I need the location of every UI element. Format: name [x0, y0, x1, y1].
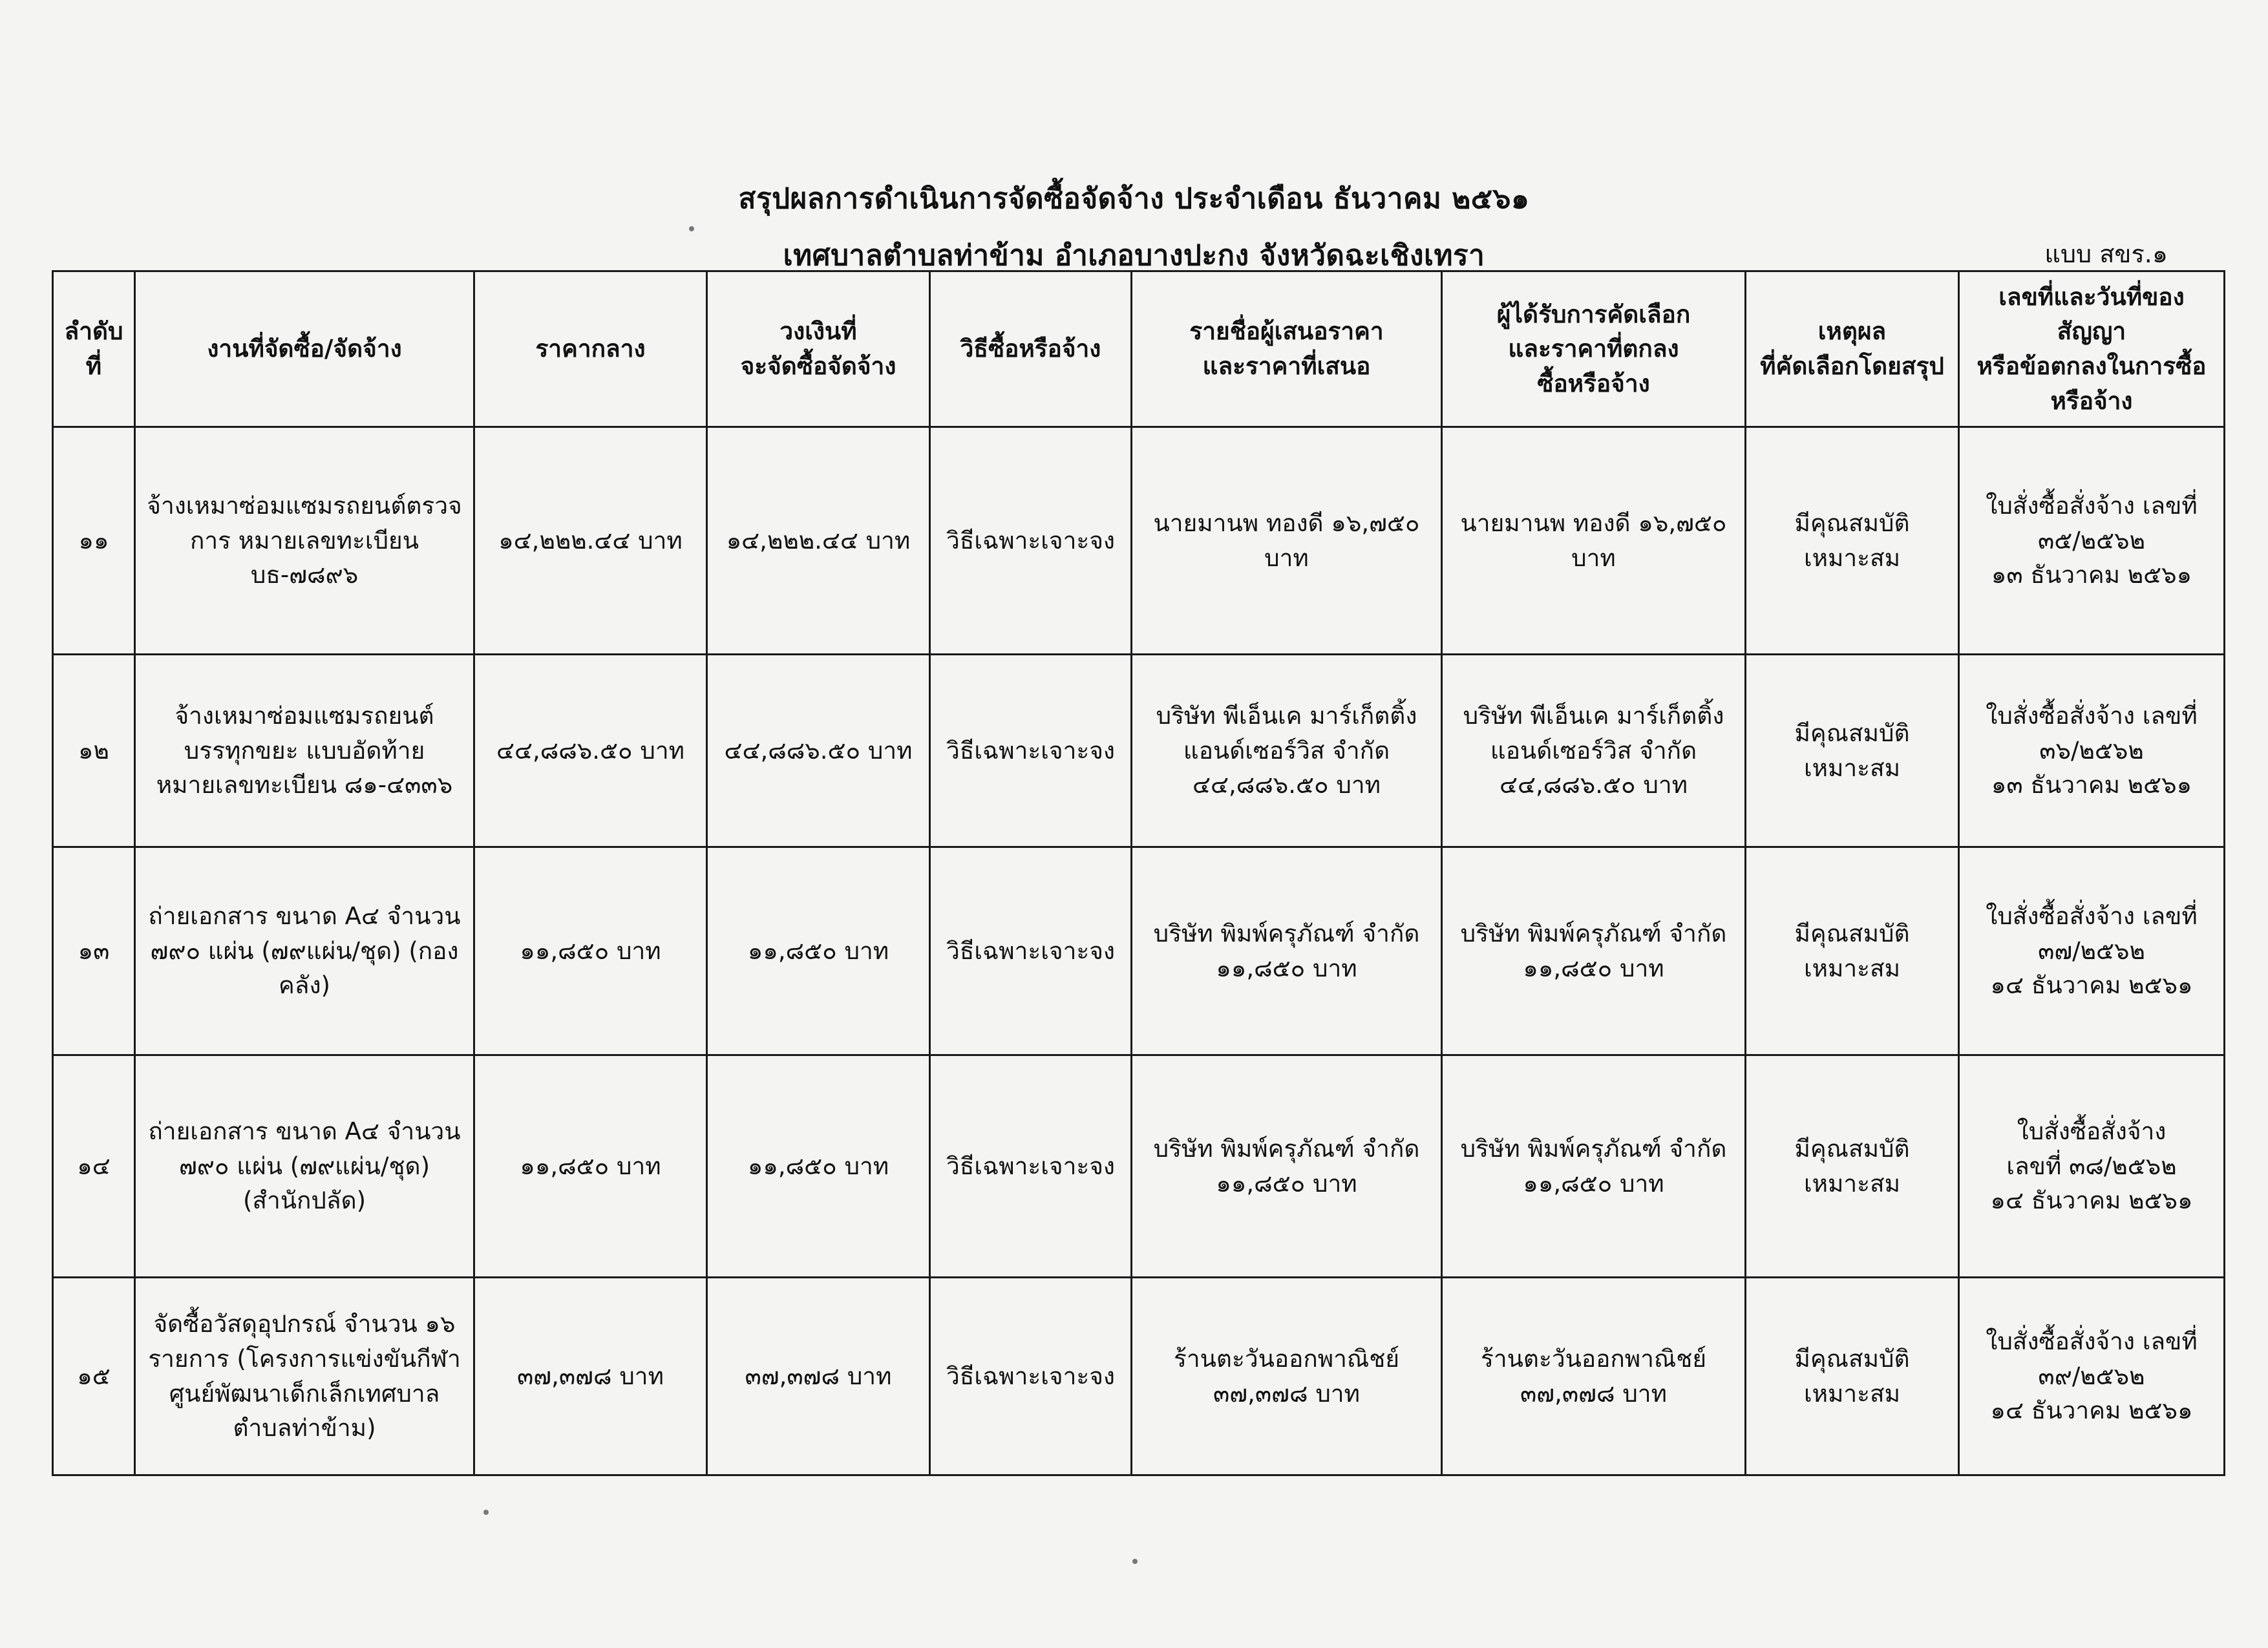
- form-code: แบบ สขร.๑: [2044, 240, 2168, 268]
- cell-contract: ใบสั่งซื้อสั่งจ้าง เลขที่ ๓๖/๒๕๖๒ ๑๓ ธันวาคม ๒๕๖๑: [1959, 655, 2225, 847]
- table-row: [53, 847, 2225, 1055]
- cell-budget: ๔๔,๘๘๖.๕๐ บาท: [707, 655, 930, 847]
- cell-item: จัดซื้อวัสดุอุปกรณ์ จำนวน ๑๖ รายการ (โครงการแข่งขันกีฬา ศูนย์พัฒนาเด็กเล็กเทศบาล ตำบลท่าข้าม): [135, 1278, 474, 1475]
- col-header-bidders: รายชื่อผู้เสนอราคา และราคาที่เสนอ: [1132, 271, 1442, 427]
- cell-method: วิธีเฉพาะเจาะจง: [930, 847, 1132, 1055]
- cell-item: ถ่ายเอกสาร ขนาด A๔ จำนวน ๗๙๐ แผ่น (๗๙แผ่น/ชุด) (กองคลัง): [135, 847, 474, 1055]
- cell-item: ถ่ายเอกสาร ขนาด A๔ จำนวน ๗๙๐ แผ่น (๗๙แผ่น/ชุด) (สำนักปลัด): [135, 1055, 474, 1278]
- document-title: สรุปผลการดำเนินการจัดซื้อจัดจ้าง ประจำเดือน ธันวาคม ๒๕๖๑: [738, 182, 1530, 215]
- cell-selected: บริษัท พิมพ์ครุภัณฑ์ จำกัด ๑๑,๘๕๐ บาท: [1442, 847, 1746, 1055]
- cell-no: ๑๓: [53, 847, 135, 1055]
- table-header-row: [53, 271, 2225, 427]
- cell-reason: มีคุณสมบัติ เหมาะสม: [1746, 655, 1959, 847]
- scan-speck: [1132, 1559, 1138, 1564]
- cell-method: วิธีเฉพาะเจาะจง: [930, 655, 1132, 847]
- col-header-contract: เลขที่และวันที่ของสัญญา หรือข้อตกลงในการซื้อ หรือจ้าง: [1959, 271, 2225, 427]
- cell-budget: ๓๗,๓๗๘ บาท: [707, 1278, 930, 1475]
- col-header-no: ลำดับที่: [53, 271, 135, 427]
- cell-budget: ๑๔,๒๒๒.๔๔ บาท: [707, 427, 930, 655]
- cell-item: จ้างเหมาซ่อมแซมรถยนต์ตรวจการ หมายเลขทะเบียน บธ-๗๘๙๖: [135, 427, 474, 655]
- cell-selected: บริษัท พีเอ็นเค มาร์เก็ตติ้ง แอนด์เซอร์วิส จำกัด ๔๔,๘๘๖.๕๐ บาท: [1442, 655, 1746, 847]
- cell-no: ๑๑: [53, 427, 135, 655]
- cell-item: จ้างเหมาซ่อมแซมรถยนต์ บรรทุกขยะ แบบอัดท้าย หมายเลขทะเบียน ๘๑-๔๓๓๖: [135, 655, 474, 847]
- cell-median-price: ๑๑,๘๕๐ บาท: [474, 1055, 707, 1278]
- scan-speck: [689, 226, 694, 231]
- document-subtitle: เทศบาลตำบลท่าข้าม อำเภอบางปะกง จังหวัดฉะเชิงเทรา: [783, 239, 1485, 272]
- cell-selected: นายมานพ ทองดี ๑๖,๗๕๐ บาท: [1442, 427, 1746, 655]
- cell-reason: มีคุณสมบัติ เหมาะสม: [1746, 427, 1959, 655]
- cell-median-price: ๔๔,๘๘๖.๕๐ บาท: [474, 655, 707, 847]
- cell-budget: ๑๑,๘๕๐ บาท: [707, 1055, 930, 1278]
- table-row: [53, 1055, 2225, 1278]
- cell-bidders: บริษัท พีเอ็นเค มาร์เก็ตติ้ง แอนด์เซอร์วิส จำกัด ๔๔,๘๘๖.๕๐ บาท: [1132, 655, 1442, 847]
- col-header-item: งานที่จัดซื้อ/จัดจ้าง: [135, 271, 474, 427]
- col-header-reason: เหตุผล ที่คัดเลือกโดยสรุป: [1746, 271, 1959, 427]
- cell-method: วิธีเฉพาะเจาะจง: [930, 427, 1132, 655]
- cell-reason: มีคุณสมบัติ เหมาะสม: [1746, 1055, 1959, 1278]
- cell-no: ๑๕: [53, 1278, 135, 1475]
- cell-bidders: ร้านตะวันออกพาณิชย์ ๓๗,๓๗๘ บาท: [1132, 1278, 1442, 1475]
- cell-median-price: ๑๔,๒๒๒.๔๔ บาท: [474, 427, 707, 655]
- table-row: [53, 427, 2225, 655]
- cell-method: วิธีเฉพาะเจาะจง: [930, 1278, 1132, 1475]
- col-header-method: วิธีซื้อหรือจ้าง: [930, 271, 1132, 427]
- cell-no: ๑๒: [53, 655, 135, 847]
- col-header-selected: ผู้ได้รับการคัดเลือก และราคาที่ตกลง ซื้อหรือจ้าง: [1442, 271, 1746, 427]
- cell-budget: ๑๑,๘๕๐ บาท: [707, 847, 930, 1055]
- cell-bidders: บริษัท พิมพ์ครุภัณฑ์ จำกัด ๑๑,๘๕๐ บาท: [1132, 847, 1442, 1055]
- cell-reason: มีคุณสมบัติ เหมาะสม: [1746, 847, 1959, 1055]
- cell-contract: ใบสั่งซื้อสั่งจ้าง เลขที่ ๓๕/๒๕๖๒ ๑๓ ธันวาคม ๒๕๖๑: [1959, 427, 2225, 655]
- col-header-budget: วงเงินที่ จะจัดซื้อจัดจ้าง: [707, 271, 930, 427]
- cell-no: ๑๔: [53, 1055, 135, 1278]
- cell-median-price: ๓๗,๓๗๘ บาท: [474, 1278, 707, 1475]
- table-row: [53, 655, 2225, 847]
- cell-reason: มีคุณสมบัติ เหมาะสม: [1746, 1278, 1959, 1475]
- cell-bidders: นายมานพ ทองดี ๑๖,๗๕๐ บาท: [1132, 427, 1442, 655]
- cell-bidders: บริษัท พิมพ์ครุภัณฑ์ จำกัด ๑๑,๘๕๐ บาท: [1132, 1055, 1442, 1278]
- cell-median-price: ๑๑,๘๕๐ บาท: [474, 847, 707, 1055]
- cell-contract: ใบสั่งซื้อสั่งจ้าง เลขที่ ๓๙/๒๕๖๒ ๑๔ ธันวาคม ๒๕๖๑: [1959, 1278, 2225, 1475]
- cell-method: วิธีเฉพาะเจาะจง: [930, 1055, 1132, 1278]
- procurement-table: [52, 270, 2225, 1476]
- cell-selected: ร้านตะวันออกพาณิชย์ ๓๗,๓๗๘ บาท: [1442, 1278, 1746, 1475]
- table-row: [53, 1278, 2225, 1475]
- cell-selected: บริษัท พิมพ์ครุภัณฑ์ จำกัด ๑๑,๘๕๐ บาท: [1442, 1055, 1746, 1278]
- scan-speck: [483, 1510, 489, 1515]
- cell-contract: ใบสั่งซื้อสั่งจ้าง เลขที่ ๓๗/๒๕๖๒ ๑๔ ธันวาคม ๒๕๖๑: [1959, 847, 2225, 1055]
- col-header-median-price: ราคากลาง: [474, 271, 707, 427]
- cell-contract: ใบสั่งซื้อสั่งจ้าง เลขที่ ๓๘/๒๕๖๒ ๑๔ ธันวาคม ๒๕๖๑: [1959, 1055, 2225, 1278]
